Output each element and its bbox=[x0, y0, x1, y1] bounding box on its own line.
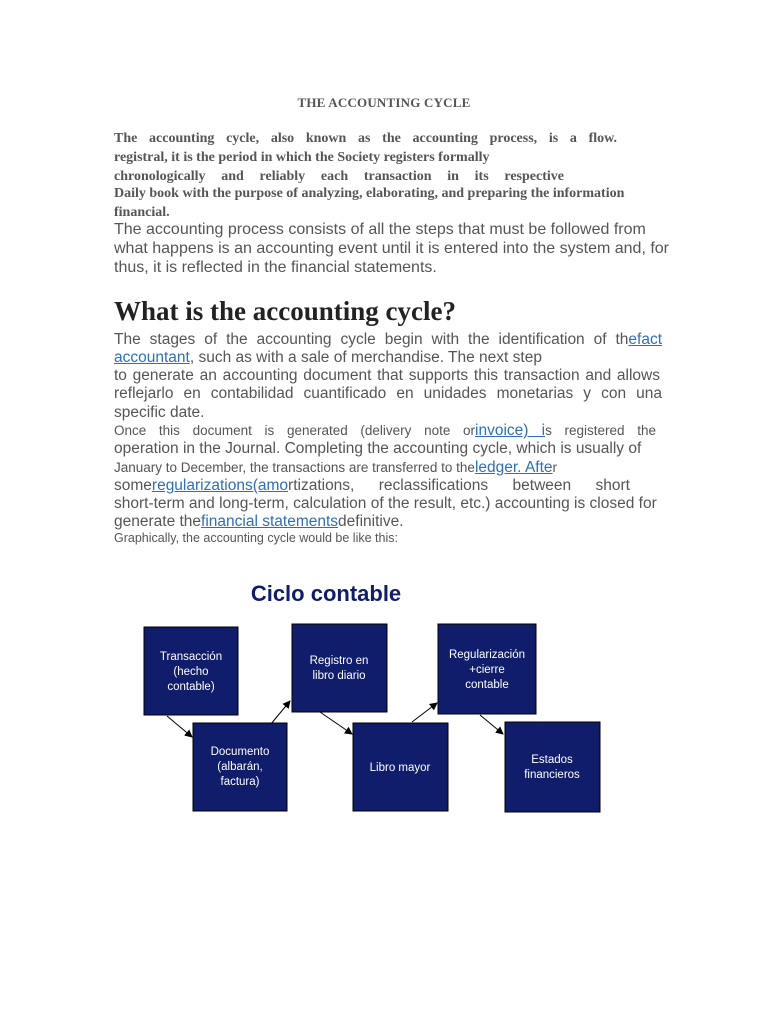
intro-line-1: The accounting cycle, also known as the accounting process, is a flow. bbox=[114, 131, 617, 146]
box-transaccion-line-3: contable) bbox=[167, 681, 215, 693]
box-transaccion-line-1: Transacción bbox=[159, 651, 223, 663]
box-libro-mayor bbox=[353, 723, 448, 811]
section-heading: What is the accounting cycle? bbox=[114, 296, 456, 326]
accounting-cycle-diagram bbox=[0, 560, 768, 830]
arrow-regularization-to-statements bbox=[480, 715, 503, 734]
box-regularizacion-line-1: Regularización bbox=[448, 649, 526, 661]
box-estados-line-1: Estados bbox=[531, 754, 573, 766]
box-estados-line-2: financieros bbox=[524, 769, 580, 781]
financial-statements-link[interactable]: financial statements bbox=[201, 513, 339, 530]
body-line-10: short-term and long-term, calculation of the result, etc.) accounting is closed for bbox=[114, 495, 657, 512]
body-text: r bbox=[552, 460, 558, 475]
box-regularizacion bbox=[438, 624, 536, 714]
body-line-1 bbox=[114, 331, 662, 349]
box-transaccion-line-2: (hecho bbox=[173, 666, 209, 678]
box-documento-line-1: Documento bbox=[210, 746, 270, 758]
ledger-link[interactable]: ledger. Afte bbox=[474, 459, 553, 476]
box-libro-diario-line-1: Registro en bbox=[309, 655, 369, 667]
body-text: Once this document is generated (delivery note or bbox=[114, 423, 476, 438]
box-estados-financieros bbox=[505, 722, 600, 812]
intro-line-2: registral, it is the period in which the Society registers formally bbox=[114, 150, 490, 165]
body-line-9 bbox=[114, 477, 630, 495]
body-line-6 bbox=[114, 422, 656, 440]
body-line-12: Graphically, the accounting cycle would be like this: bbox=[114, 531, 398, 545]
body-text: rtizations, reclassifications between short bbox=[288, 477, 630, 494]
box-regularizacion-line-3: contable bbox=[465, 679, 509, 691]
document-title: THE ACCOUNTING CYCLE bbox=[297, 95, 471, 110]
body-line-11 bbox=[114, 513, 678, 531]
box-documento-line-2: (albarán, bbox=[217, 761, 263, 773]
box-documento bbox=[193, 723, 287, 811]
intro-line-3: chronologically and reliably each transaction in its respective bbox=[114, 169, 564, 184]
arrow-transaction-to-document bbox=[167, 716, 192, 737]
body-line-7: operation in the Journal. Completing the accounting cycle, which is usually of bbox=[114, 440, 642, 457]
process-line-3: thus, it is reflected in the financial statements. bbox=[114, 259, 437, 276]
accountant-link[interactable]: accountant bbox=[114, 349, 190, 366]
box-transaccion bbox=[144, 627, 238, 715]
body-text: generate the bbox=[114, 513, 202, 530]
intro-line-4: Daily book with the purpose of analyzing, elaborating, and preparing the information bbox=[114, 186, 625, 201]
body-line-2 bbox=[114, 349, 678, 367]
body-line-4: reflejarlo en contabilidad cuantificado en unidades monetarias y con una bbox=[114, 385, 662, 402]
body-text: some bbox=[114, 477, 152, 494]
invoice-link[interactable]: invoice) i bbox=[475, 422, 546, 439]
body-line-8 bbox=[114, 459, 678, 477]
intro-line-5: financial. bbox=[114, 205, 170, 220]
regularizations-link[interactable]: regularizations(amo bbox=[151, 477, 289, 494]
arrow-journal-to-ledger bbox=[320, 712, 352, 734]
body-text: definitive. bbox=[338, 513, 404, 530]
box-libro-diario bbox=[292, 624, 387, 712]
process-line-2: what happens is an accounting event until it is entered into the system and, for bbox=[114, 240, 669, 257]
body-text: , such as with a sale of merchandise. The next step bbox=[189, 349, 542, 366]
box-regularizacion-line-2: +cierre bbox=[469, 664, 505, 676]
fact-link[interactable]: efact bbox=[628, 331, 662, 348]
body-text: The stages of the accounting cycle begin with the identification of th bbox=[114, 331, 629, 348]
body-line-3: to generate an accounting document that supports this transaction and allows bbox=[114, 367, 660, 384]
body-line-5: specific date. bbox=[114, 404, 205, 421]
process-line-1: The accounting process consists of all the steps that must be followed from bbox=[114, 221, 646, 238]
body-text: January to December, the transactions are transferred to the bbox=[114, 460, 475, 475]
diagram-title: Ciclo contable bbox=[250, 581, 402, 606]
box-libro-mayor-line-1: Libro mayor bbox=[369, 762, 431, 774]
arrow-ledger-to-regularization bbox=[412, 703, 437, 722]
box-libro-diario-line-2: libro diario bbox=[312, 670, 366, 682]
box-documento-line-3: factura) bbox=[220, 776, 260, 788]
body-text: s registered the bbox=[545, 423, 656, 438]
